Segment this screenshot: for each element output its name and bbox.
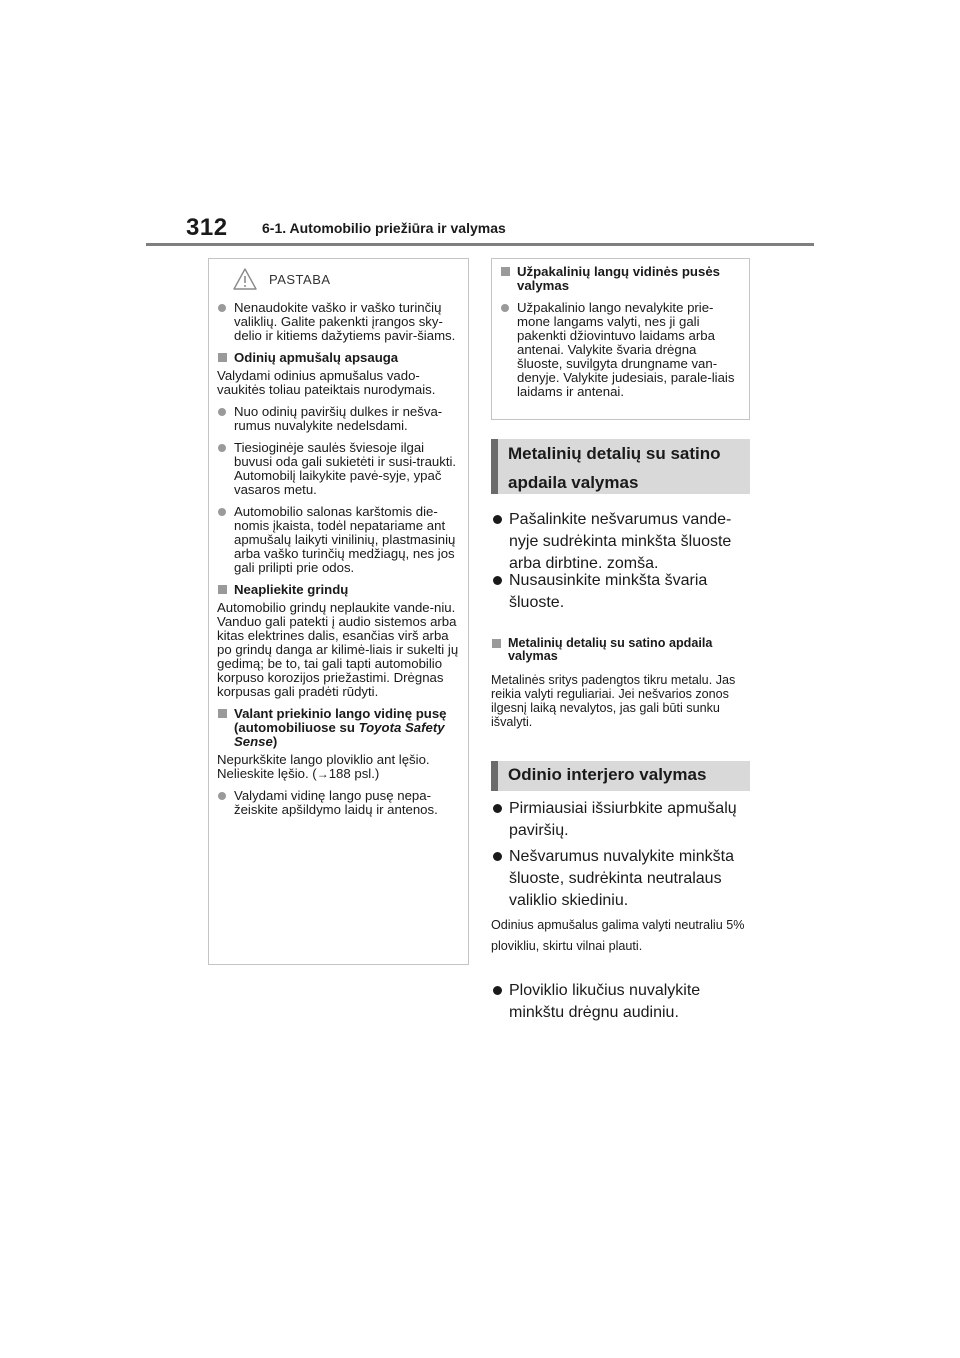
note-bullet-dust: Nuo odinių paviršių dulkes ir nešva-rumus nuvalykite nedelsdami. — [217, 405, 461, 433]
leather-protection-heading: Odinių apmušalų apsauga — [217, 351, 461, 365]
note-bullet-sunlight: Tiesioginėje saulės šviesoje ilgai buvusi oda gali sukietėti ir susi-traukti. Automobilį laikykite pavė-syje, ypač vasaros metu. — [217, 441, 461, 497]
floor-water-text-1: Automobilio grindų neplaukite vande-niu. — [217, 600, 456, 615]
metal-bullet-1: Pašalinkite nešvarumus vande-nyje sudrėkinta minkšta šluoste arba dirbtine. zomša. — [491, 509, 756, 575]
leather-bullet-3: Ploviklio likučius nuvalykite minkštu drėgnu audiniu. — [491, 980, 756, 1024]
windshield-heading-text: Valant priekinio lango vidinę pusę (automobiliuose su — [234, 706, 447, 735]
windshield-text-main: Nepurkškite lango ploviklio ant lęšio. Nelieskite lęšio. ( — [217, 752, 430, 781]
note-header — [233, 265, 461, 293]
leather-bullet-1: Pirmiausiai išsiurbkite apmušalų paviršių. — [491, 798, 756, 842]
metal-subsection — [491, 637, 753, 667]
header-divider — [146, 243, 814, 246]
leather-protection-intro: Valydami odinius apmušalus vado-vaukitės toliau pateiktais nurodymais. — [217, 368, 436, 397]
windshield-heading — [217, 707, 461, 749]
rear-window-heading: Užpakalinių langų vidinės pusės valymas — [500, 265, 741, 293]
metal-bullet-2: Nusausinkite minkšta švaria šluoste. — [491, 570, 756, 614]
note-label: PASTABA — [269, 271, 331, 287]
toyota-safety-sense-text: Toyota Safety Sense — [234, 720, 445, 749]
chapter-title: 6-1. Automobilio priežiūra ir valymas — [262, 220, 506, 236]
floor-water-text-2: Vanduo gali patekti į audio sistemos arba kitas elektrines dalis, esančias virš arba po grindų danga ar kilimė-liais ir sukelti jų gedimą; be to, tai gali tapti automobilio korpuso korozijos priežastimi. Drėgnas korpusas gali pradėti rūdyti. — [217, 614, 459, 699]
note-bullet-heat: Automobilio salonas karštomis die-nomis įkaista, todėl nepatariame ant apmušalų laikyti vinilinių, plastmasinių arba vaško turinčių medžiagų, nes jos gali prilipti prie odos. — [217, 505, 461, 575]
warning-triangle-icon — [233, 268, 257, 290]
note-box — [208, 258, 469, 965]
windshield-text — [217, 753, 461, 781]
note-bullet-heater-wires: Valydami vidinę lango pusę nepa-žeiskite apšildymo laidų ir antenos. — [217, 789, 461, 817]
arrow-right-icon: → — [316, 767, 329, 781]
page-reference-link[interactable]: 188 psl.) — [328, 766, 380, 781]
metal-sub-heading: Metalinių detalių su satino apdaila valymas — [491, 637, 753, 663]
section-title-metal: Metalinių detalių su satino apdaila valymas — [491, 439, 750, 494]
windshield-heading-close: ) — [272, 734, 278, 749]
metal-sub-body: Metalinės sritys padengtos tikru metalu. Jas reikia valyti reguliariai. Jei nešvarios zonos ilgesnį laiką nevalytos, jas gali būti sunku išvalyti. — [491, 673, 736, 729]
floor-water-heading: Neapliekite grindų — [217, 583, 461, 597]
note-bullet-wax: Nenaudokite vaško ir vaško turinčių valiklių. Galite pakenkti įrangos sky-delio ir kitiems dažytiems pavir-šiams. — [217, 301, 461, 343]
rear-window-bullet: Užpakalinio lango nevalykite prie-mone langams valyti, nes ji gali pakenkti džiovintuvo laidams arba antenai. Valykite švaria drėgna šluoste, suvilgyta drungname van-denyje. Valykite judesiais, parale-liais laidams ir antenai. — [500, 301, 741, 399]
rear-window-box — [491, 258, 750, 420]
leather-bullet-2: Nešvarumus nuvalykite minkšta šluoste, sudrėkinta neutralaus valiklio skiediniu. — [491, 846, 756, 912]
section-title-leather: Odinio interjero valymas — [491, 761, 750, 791]
page-number: 312 — [186, 214, 228, 241]
leather-paragraph: Odinius apmušalus galima valyti neutraliu 5% plovikliu, skirtu vilnai plauti. — [491, 918, 745, 953]
